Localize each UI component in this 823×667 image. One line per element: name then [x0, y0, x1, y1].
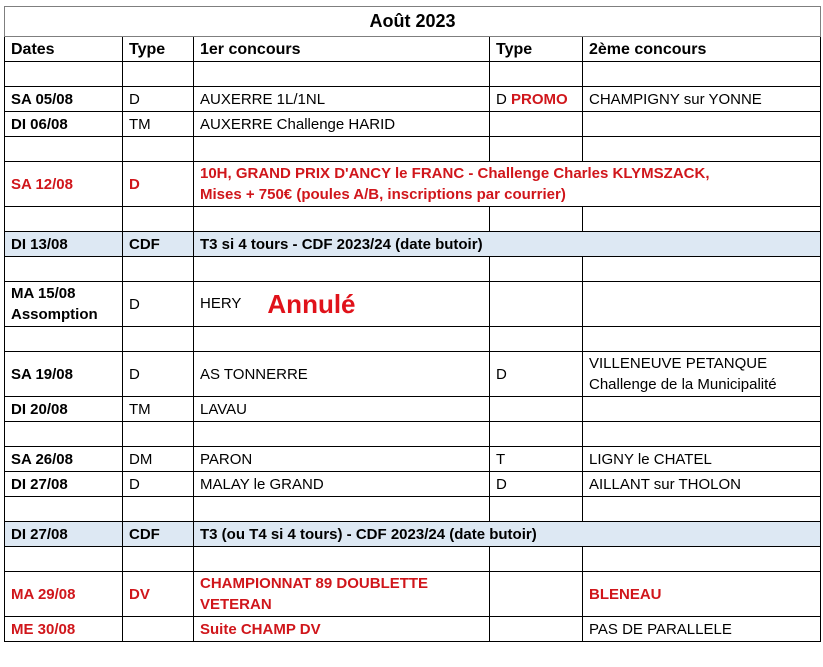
spacer-row: [5, 257, 821, 282]
type-cell: D: [123, 352, 194, 397]
type-cell: D: [123, 282, 194, 327]
promo-tag: PROMO: [511, 90, 568, 108]
table-row: [5, 447, 821, 472]
spacer-row: [5, 327, 821, 352]
table-row: [5, 352, 821, 397]
spacer-row: [5, 207, 821, 232]
concours2-cell: BLENEAU: [583, 572, 821, 617]
type2-cell: T: [490, 447, 583, 472]
concours-cell: AS TONNERRE: [194, 352, 490, 397]
table-row-cdf: [5, 522, 821, 547]
date-cell: SA 05/08: [5, 87, 123, 112]
schedule-sheet: [4, 6, 820, 642]
event-line-1: 10H, GRAND PRIX D'ANCY le FRANC - Challenge Charles KLYMSZACK,: [200, 165, 710, 182]
spacer-row: [5, 547, 821, 572]
date-cell: DI 06/08: [5, 112, 123, 137]
type2-cell: D: [490, 352, 583, 397]
date-cell: MA 29/08: [5, 572, 123, 617]
type-cell: DM: [123, 447, 194, 472]
type-cell: D: [123, 472, 194, 497]
date-cell: DI 27/08: [5, 472, 123, 497]
concours2-cell: CHAMPIGNY sur YONNE: [583, 87, 821, 112]
schedule-table: [4, 6, 821, 642]
table-row: [5, 617, 821, 642]
date-cell: SA 12/08: [5, 162, 123, 207]
event-line-1: CHAMPIONNAT 89 DOUBLETTE: [200, 575, 429, 592]
spacer-row: [5, 62, 821, 87]
date-cell: DI 27/08: [5, 522, 123, 547]
event-line-2: Mises + 750€ (poules A/B, inscriptions par courrier): [200, 186, 566, 203]
type-cell: CDF: [123, 522, 194, 547]
date-cell: [5, 282, 123, 327]
concours-cell: [194, 282, 490, 327]
type-cell: DV: [123, 572, 194, 617]
date-line-1: MA 15/08: [11, 285, 76, 302]
table-row: [5, 112, 821, 137]
date-cell: DI 13/08: [5, 232, 123, 257]
date-cell: ME 30/08: [5, 617, 123, 642]
date-cell: DI 20/08: [5, 397, 123, 422]
header-concours-2: 2ème concours: [583, 37, 821, 62]
header-concours-1: 1er concours: [194, 37, 490, 62]
spacer-row: [5, 497, 821, 522]
title-row: [5, 7, 821, 37]
header-row: [5, 37, 821, 62]
concours-cell: AUXERRE Challenge HARID: [194, 112, 490, 137]
concours2-line-1: VILLENEUVE PETANQUE: [589, 355, 768, 372]
table-row: [5, 282, 821, 327]
type-cell: TM: [123, 397, 194, 422]
spacer-row: [5, 137, 821, 162]
header-dates: Dates: [5, 37, 123, 62]
concours-cell: AUXERRE 1L/1NL: [194, 87, 490, 112]
type2-prefix: D: [496, 90, 507, 108]
venue-name: HERY: [200, 295, 242, 313]
type2-cell: D: [490, 472, 583, 497]
concours2-cell: PAS DE PARALLELE: [583, 617, 821, 642]
type2-cell: [490, 87, 583, 112]
concours2-cell: [583, 352, 821, 397]
concours-cell: T3 (ou T4 si 4 tours) - CDF 2023/24 (date butoir): [194, 522, 821, 547]
concours2-line-2: Challenge de la Municipalité: [589, 376, 777, 393]
header-type-1: Type: [123, 37, 194, 62]
concours-cell: T3 si 4 tours - CDF 2023/24 (date butoir): [194, 232, 821, 257]
table-row: [5, 162, 821, 207]
concours-cell: Suite CHAMP DV: [194, 617, 490, 642]
table-row: [5, 472, 821, 497]
month-title: Août 2023: [5, 7, 821, 37]
date-cell: SA 26/08: [5, 447, 123, 472]
type-cell: D: [123, 87, 194, 112]
concours-cell: PARON: [194, 447, 490, 472]
table-row: [5, 87, 821, 112]
event-line-2: VETERAN: [200, 596, 272, 613]
table-row-cdf: [5, 232, 821, 257]
header-type-2: Type: [490, 37, 583, 62]
spacer-row: [5, 422, 821, 447]
date-line-2: Assomption: [11, 306, 98, 323]
type-cell: TM: [123, 112, 194, 137]
cancelled-label: Annulé: [267, 288, 356, 319]
table-row: [5, 397, 821, 422]
date-cell: SA 19/08: [5, 352, 123, 397]
concours-cell: MALAY le GRAND: [194, 472, 490, 497]
table-row: [5, 572, 821, 617]
concours2-cell: AILLANT sur THOLON: [583, 472, 821, 497]
concours-cell: LAVAU: [194, 397, 490, 422]
concours-cell: [194, 572, 490, 617]
concours-cell: [194, 162, 821, 207]
concours2-cell: LIGNY le CHATEL: [583, 447, 821, 472]
type-cell: D: [123, 162, 194, 207]
type-cell: CDF: [123, 232, 194, 257]
